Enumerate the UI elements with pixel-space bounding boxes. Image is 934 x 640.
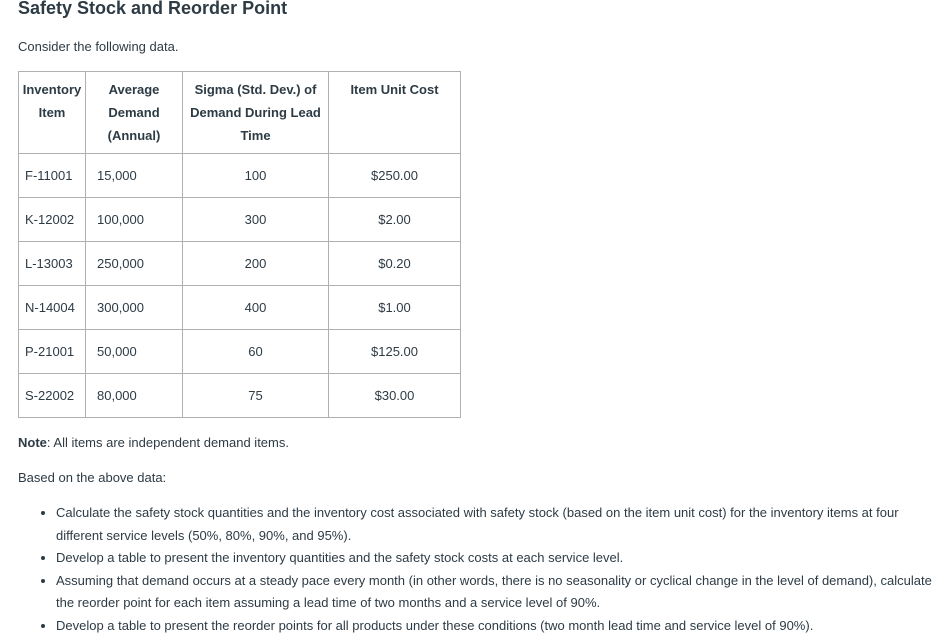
note-label: Note <box>18 435 47 450</box>
cell-demand: 50,000 <box>86 330 183 374</box>
header-sigma: Sigma (Std. Dev.) of Demand During Lead Time <box>183 72 329 154</box>
cell-cost: $30.00 <box>329 374 461 418</box>
table-row <box>19 374 461 418</box>
task-list <box>38 502 934 637</box>
cell-item: K-12002 <box>19 198 86 242</box>
list-item: • Assuming that demand occurs at a steady pace every month (in other words, there is no seasonality or cyclical change in the level of demand), calculate the reorder point for each item assuming a lead time of two months and a service level of 90%. <box>56 570 934 615</box>
cell-cost: $1.00 <box>329 286 461 330</box>
inventory-table <box>18 71 461 418</box>
header-inventory-item: Inventory Item <box>19 72 86 154</box>
cell-sigma: 100 <box>183 154 329 198</box>
list-item: • Develop a table to present the reorder points for all products under these conditions (two month lead time and service level of 90%). <box>56 615 934 638</box>
cell-demand: 80,000 <box>86 374 183 418</box>
cell-item: F-11001 <box>19 154 86 198</box>
list-item: • Calculate the safety stock quantities and the inventory cost associated with safety stock (based on the item unit cost) for the inventory items at four different service levels (50%, 80%, 90%, and 95%). <box>56 502 934 547</box>
table-row <box>19 242 461 286</box>
cell-cost: $2.00 <box>329 198 461 242</box>
cell-sigma: 200 <box>183 242 329 286</box>
cell-sigma: 400 <box>183 286 329 330</box>
cell-demand: 300,000 <box>86 286 183 330</box>
cell-item: S-22002 <box>19 374 86 418</box>
cell-item: L-13003 <box>19 242 86 286</box>
table-row <box>19 286 461 330</box>
cell-demand: 100,000 <box>86 198 183 242</box>
page-title: Safety Stock and Reorder Point <box>18 0 288 18</box>
intro-text: Consider the following data. <box>18 39 179 54</box>
cell-sigma: 300 <box>183 198 329 242</box>
cell-cost: $125.00 <box>329 330 461 374</box>
header-unit-cost: Item Unit Cost <box>329 72 461 154</box>
note-text <box>18 435 289 450</box>
note-body: : All items are independent demand items. <box>46 435 289 450</box>
cell-item: N-14004 <box>19 286 86 330</box>
cell-cost: $250.00 <box>329 154 461 198</box>
table-header-row <box>19 72 461 154</box>
cell-cost: $0.20 <box>329 242 461 286</box>
cell-demand: 250,000 <box>86 242 183 286</box>
cell-sigma: 60 <box>183 330 329 374</box>
table-row <box>19 198 461 242</box>
cell-item: P-21001 <box>19 330 86 374</box>
table-row <box>19 330 461 374</box>
list-item: • Develop a table to present the inventory quantities and the safety stock costs at each service level. <box>56 547 934 570</box>
header-average-demand: Average Demand (Annual) <box>86 72 183 154</box>
based-on-text: Based on the above data: <box>18 470 167 485</box>
cell-demand: 15,000 <box>86 154 183 198</box>
table-row <box>19 154 461 198</box>
cell-sigma: 75 <box>183 374 329 418</box>
